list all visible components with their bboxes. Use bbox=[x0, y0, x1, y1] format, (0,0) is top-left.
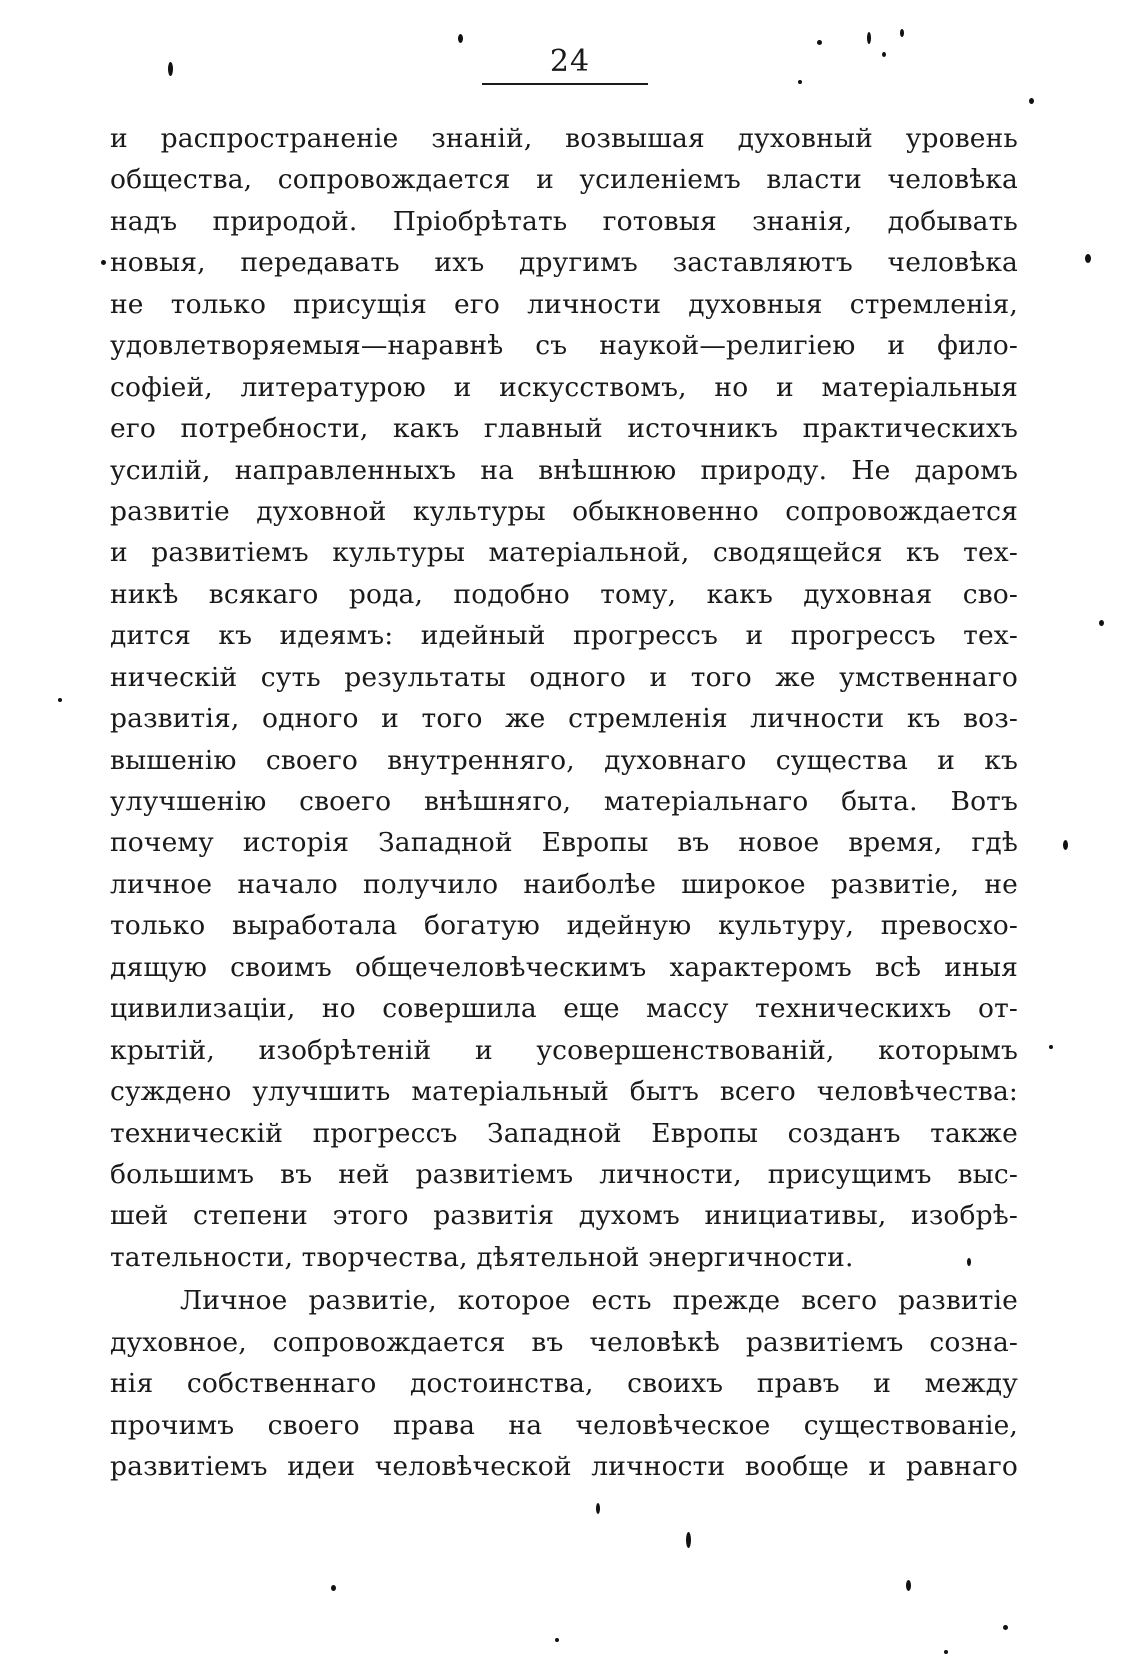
text-line: не только присущiя его личности духовныя стремленiя, bbox=[110, 288, 1018, 320]
text-line: дящую своимъ общечеловѣческимъ характеромъ всѣ иныя bbox=[110, 951, 1018, 983]
text-line: шей степени этого развитiя духомъ инициативы, изобрѣ- bbox=[110, 1200, 1018, 1232]
text-line: нiя собственнаго достоинства, своихъ правъ и между bbox=[110, 1368, 1018, 1400]
text-line: новыя, передавать ихъ другимъ заставляютъ человѣка bbox=[110, 247, 1018, 279]
text-line: техническiй прогрессъ Западной Европы созданъ также bbox=[110, 1117, 1018, 1149]
scan-speck bbox=[686, 1532, 691, 1548]
scan-speck bbox=[817, 40, 822, 45]
scan-speck bbox=[1029, 98, 1034, 104]
text-line: суждено улучшить матерiальный бытъ всего человѣчества: bbox=[110, 1076, 1018, 1108]
scan-speck bbox=[1085, 254, 1091, 263]
text-line: почему исторiя Западной Европы въ новое время, гдѣ bbox=[110, 827, 1018, 859]
scan-speck bbox=[458, 34, 463, 43]
text-line: прочимъ своего права на человѣческое существованiе, bbox=[110, 1409, 1018, 1441]
scan-speck bbox=[967, 1258, 971, 1266]
text-line: его потребности, какъ главный источникъ практическихъ bbox=[110, 413, 1018, 445]
paragraph-2 bbox=[110, 1280, 1018, 1487]
scan-speck bbox=[596, 1503, 600, 1514]
text-line: удовлетворяемыя—наравнѣ съ наукой—религiею и фило- bbox=[110, 330, 1018, 362]
text-line: развитiе духовной культуры обыкновенно сопровождается bbox=[110, 495, 1018, 527]
text-line: развитiемъ идеи человѣческой личности вообще и равнаго bbox=[110, 1451, 1018, 1482]
scan-speck bbox=[867, 32, 871, 44]
scan-speck bbox=[168, 62, 173, 76]
scan-speck bbox=[900, 29, 904, 37]
text-line: тательности, творчества, дѣятельной энергичности. bbox=[110, 1241, 854, 1273]
scan-speck bbox=[1049, 1045, 1053, 1049]
scan-speck bbox=[1099, 620, 1104, 626]
text-line: Личное развитiе, которое есть прежде всего развитiе bbox=[180, 1285, 1018, 1317]
paragraph-1 bbox=[110, 118, 1018, 1278]
scan-speck bbox=[798, 80, 802, 84]
body-text bbox=[110, 118, 1018, 1487]
page-number: 24 bbox=[549, 44, 591, 79]
scan-speck bbox=[1003, 1625, 1008, 1630]
text-line: никѣ всякаго рода, подобно тому, какъ духовная сво- bbox=[110, 578, 1018, 610]
text-line: и развитiемъ культуры матерiальной, сводящейся къ тех- bbox=[110, 537, 1018, 569]
scan-speck bbox=[906, 1580, 911, 1591]
text-line: только выработала богатую идейную культуру, превосхо- bbox=[110, 910, 1018, 942]
text-line: софiей, литературою и искусствомъ, но и матерiальныя bbox=[110, 371, 1018, 403]
text-line: развитiя, одного и того же стремленiя личности къ воз- bbox=[110, 703, 1018, 735]
text-line: крытiй, изобрѣтенiй и усовершенствованiй, которымъ bbox=[110, 1034, 1018, 1066]
text-line: ническiй суть результаты одного и того же умственнаго bbox=[110, 661, 1018, 693]
text-line: и распространенie знанiй, возвышая духовный уровень bbox=[110, 123, 1018, 154]
text-line: усилiй, направленныхъ на внѣшнюю природу. Не даромъ bbox=[110, 454, 1018, 486]
scan-speck bbox=[882, 52, 886, 57]
scan-speck bbox=[331, 1585, 336, 1591]
text-line: улучшенiю своего внѣшняго, матерiальнаго быта. Вотъ bbox=[110, 786, 1018, 817]
scan-speck bbox=[1063, 840, 1068, 850]
header-rule bbox=[482, 83, 648, 85]
text-line: дится къ идеямъ: идейный прогрессъ и прогрессъ тех- bbox=[110, 620, 1018, 652]
text-line: общества, сопровождается и усиленiемъ власти человѣка bbox=[110, 164, 1018, 196]
text-line: духовное, сопровождается въ человѣкѣ развитiемъ созна- bbox=[110, 1326, 1018, 1358]
scan-speck bbox=[555, 1638, 559, 1642]
text-line: личное начало получило наиболѣе широкое развитiе, не bbox=[110, 868, 1018, 900]
text-line: большимъ въ ней развитiемъ личности, присущимъ выс- bbox=[110, 1158, 1018, 1190]
text-line: цивилизацiи, но совершила еще массу техническихъ от- bbox=[110, 993, 1018, 1025]
scan-speck bbox=[101, 260, 106, 265]
text-line: надъ природой. Прiобрѣтать готовыя знанiя, добывать bbox=[110, 205, 1018, 237]
text-line: вышенiю своего внутренняго, духовнаго существа и къ bbox=[110, 744, 1018, 776]
scan-speck bbox=[58, 698, 62, 702]
scan-speck bbox=[944, 1650, 948, 1654]
